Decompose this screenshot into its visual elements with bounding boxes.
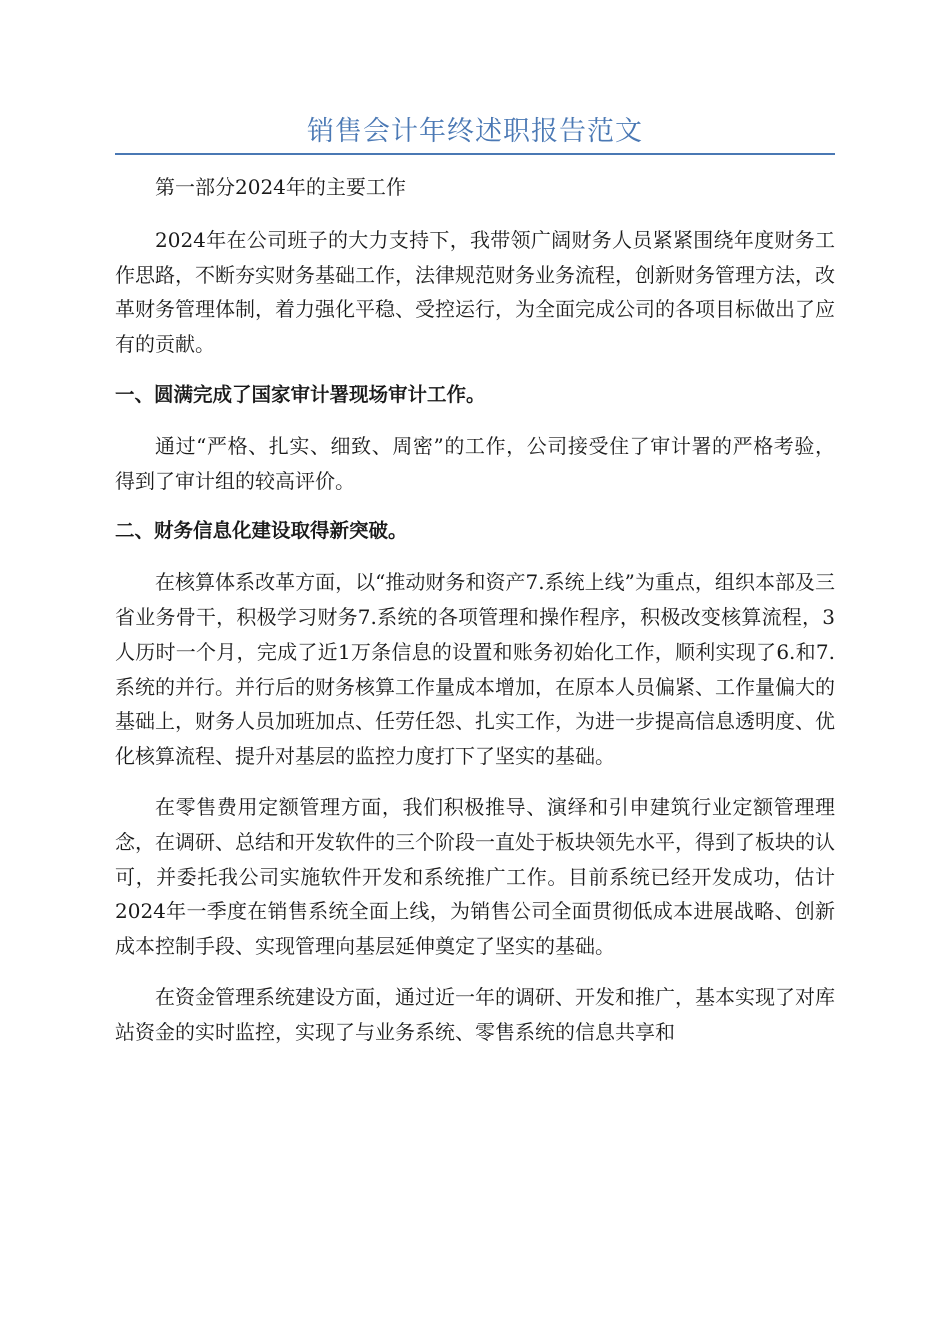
title-underline	[115, 153, 835, 155]
intro-paragraph: 2024年在公司班子的大力支持下，我带领广阔财务人员紧紧围绕年度财务工作思路，不断夯实财务基础工作，法律规范财务业务流程，创新财务管理方法，改革财务管理体制，着力强化平稳、受控运行，为全面完成公司的各项目标做出了应有的贡献。	[115, 227, 835, 357]
section-heading-1: 一、圆满完成了国家审计署现场审计工作。	[115, 382, 486, 406]
document-body	[115, 170, 835, 1066]
section-heading-2: 二、财务信息化建设取得新突破。	[115, 519, 408, 543]
section-2-paragraph-3: 在资金管理系统建设方面，通过近一年的调研、开发和推广，基本实现了对库站资金的实时监控，实现了与业务系统、零售系统的信息共享和	[115, 984, 835, 1044]
section-2-paragraph-1: 在核算体系改革方面，以“推动财务和资产7.系统上线”为重点，组织本部及三省业务骨干，积极学习财务7.系统的各项管理和操作程序，积极改变核算流程，3人历时一个月，完成了近1万条信息的设置和账务初始化工作，顺利实现了6.和7.系统的并行。并行后的财务核算工作量成本增加，在原本人员偏紧、工作量偏大的基础上，财务人员加班加点、任劳任怨、扎实工作，为进一步提高信息透明度、优化核算流程、提升对基层的监控力度打下了坚实的基础。	[115, 570, 835, 769]
section-2-paragraph-2: 在零售费用定额管理方面，我们积极推导、演绎和引申建筑行业定额管理理念，在调研、总结和开发软件的三个阶段一直处于板块领先水平，得到了板块的认可，并委托我公司实施软件开发和系统推广工作。目前系统已经开发成功，估计2024年一季度在销售系统全面上线，为销售公司全面贯彻低成本进展战略、创新成本控制手段、实现管理向基层延伸奠定了坚实的基础。	[115, 794, 835, 959]
section-1-paragraph: 通过“严格、扎实、细致、周密”的工作，公司接受住了审计署的严格考验，得到了审计组的较高评价。	[115, 433, 835, 493]
part-heading: 第一部分2024年的主要工作	[155, 175, 406, 199]
document-title: 销售会计年终述职报告范文	[307, 116, 643, 147]
